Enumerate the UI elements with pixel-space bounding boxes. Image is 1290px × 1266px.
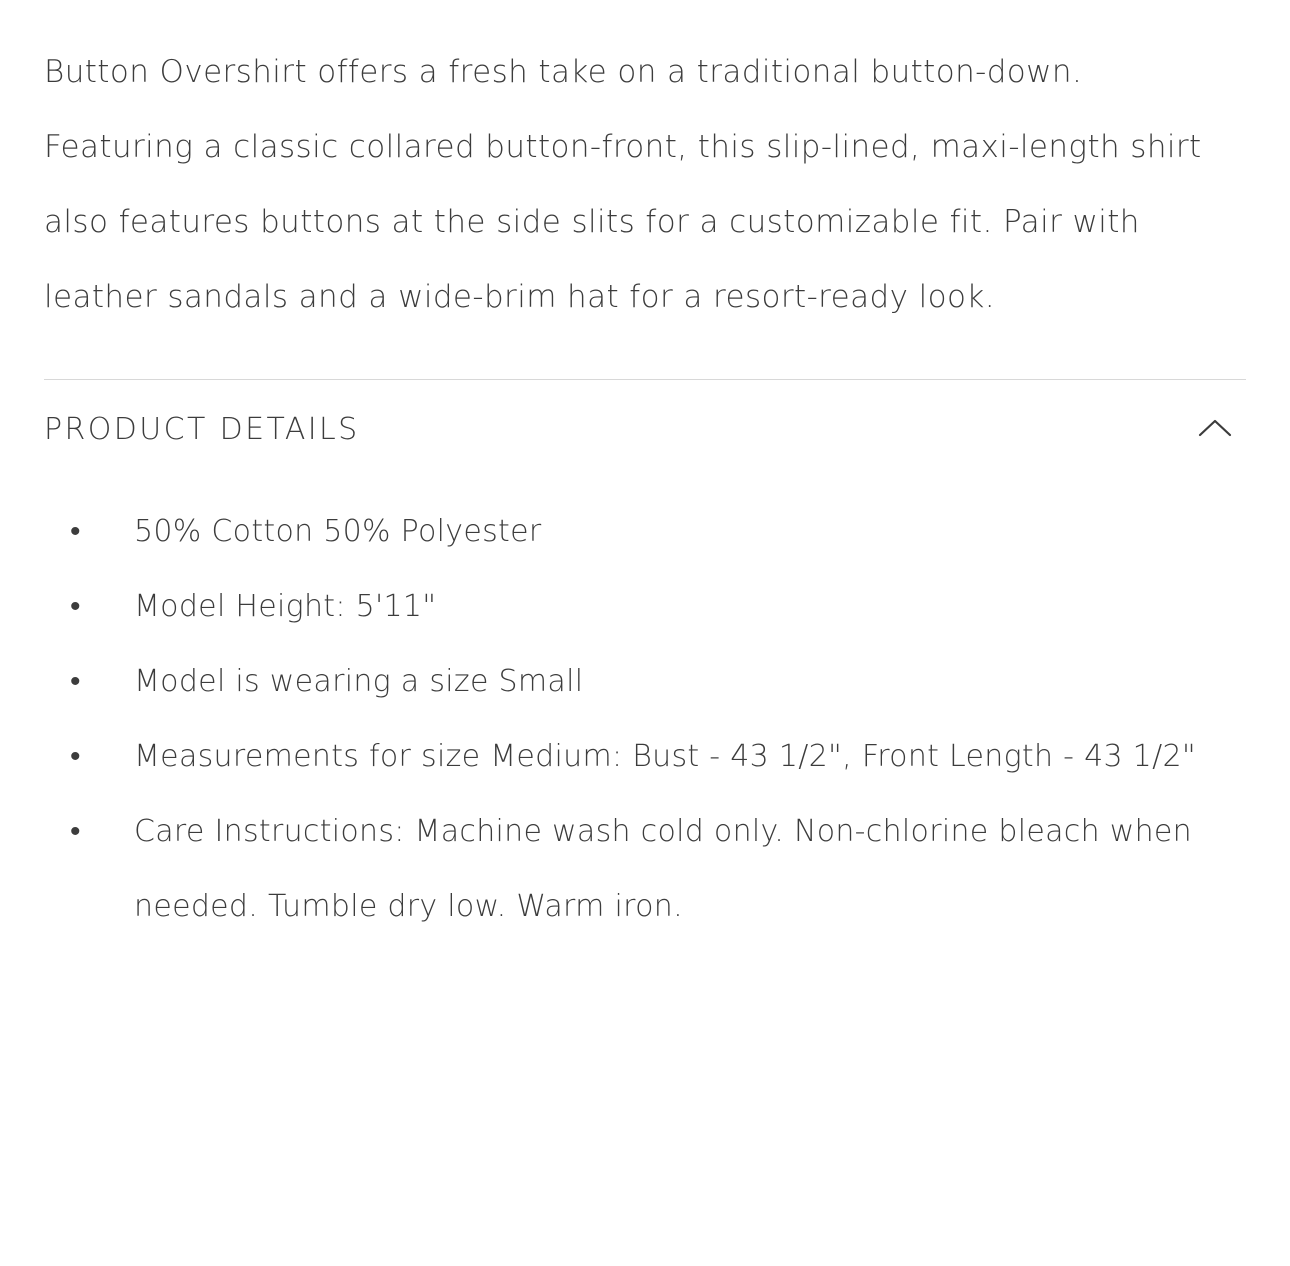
list-item [44, 719, 1246, 794]
list-item [44, 644, 1246, 719]
bullet-glyph: • [70, 514, 81, 549]
bullet-glyph: • [70, 664, 81, 699]
list-item-text: 50% Cotton 50% Polyester [134, 514, 542, 549]
bullet-glyph: • [70, 739, 81, 774]
product-details-accordion-header[interactable] [44, 380, 1246, 478]
list-item-text: Model is wearing a size Small [134, 664, 584, 699]
product-description: Button Overshirt offers a fresh take on a traditional button-down. Featuring a classic collared button-front, this slip-lined, maxi-length shirt also features buttons at the side slits for a customizable fit. Pair with leather sandals and a wide-brim hat for a resort-ready look. [44, 54, 1202, 315]
list-item [44, 569, 1246, 644]
bullet-glyph: • [70, 589, 81, 624]
list-item-text: Care Instructions: Machine wash cold only. Non-chlorine bleach when needed. Tumble dry low. Warm iron. [134, 814, 1192, 924]
list-item-text: Model Height: 5'11" [134, 589, 437, 624]
chevron-up-icon[interactable] [1192, 406, 1238, 452]
list-item-text: Measurements for size Medium: Bust - 43 1/2", Front Length - 43 1/2" [134, 739, 1196, 774]
product-details-title: PRODUCT DETAILS [44, 411, 360, 447]
product-details-panel [0, 31, 1290, 1266]
list-item [44, 494, 1246, 569]
bullet-glyph: • [70, 814, 81, 849]
product-details-list [44, 494, 1246, 944]
list-item [44, 794, 1246, 944]
